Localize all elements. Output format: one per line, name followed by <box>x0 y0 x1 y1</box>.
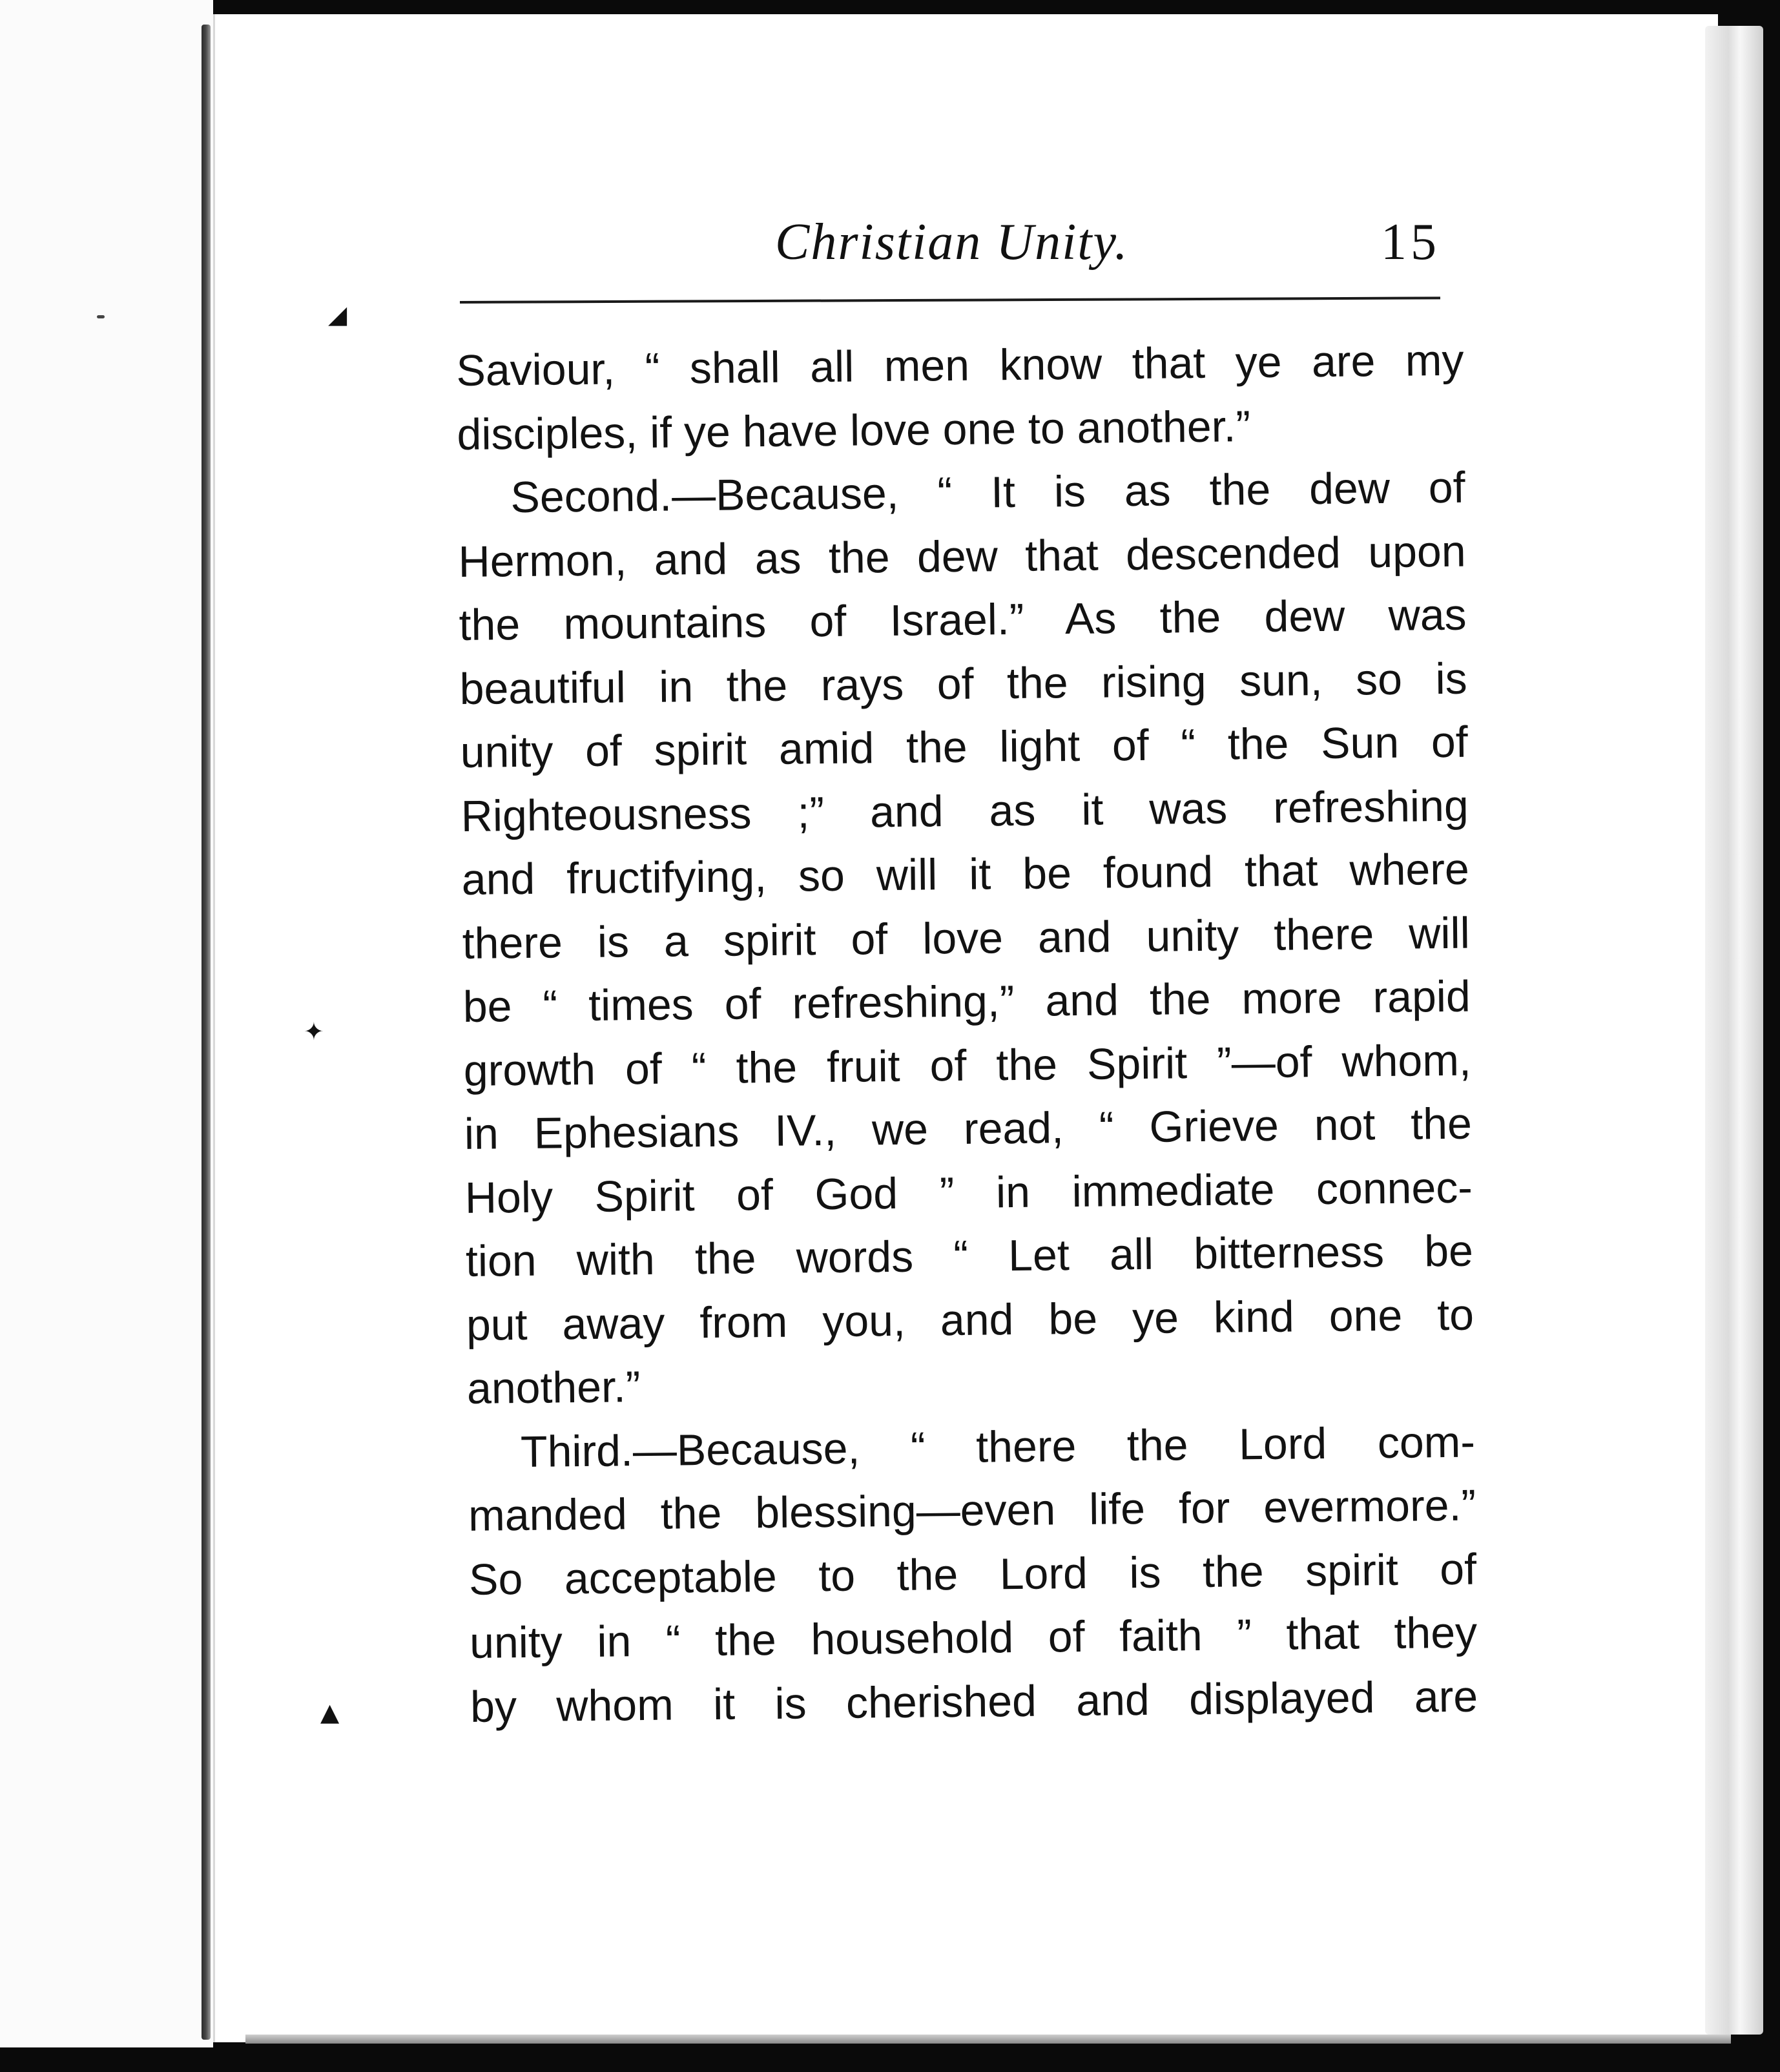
arrow-mark-icon: ✦ <box>304 1017 324 1046</box>
text-line: and fructifying, so will it be found that where <box>461 844 1470 904</box>
text-line: be “ times of refreshing,” and the more rapid <box>462 971 1471 1031</box>
text-line: Holy Spirit of God ” in immediate connec- <box>464 1163 1473 1223</box>
text-line: the mountains of Israel.” As the dew was <box>459 590 1467 650</box>
text-line: Second.—Because, “ It is as the dew of <box>510 462 1465 523</box>
text-line: Third.—Because, “ there the Lord com- <box>520 1417 1476 1476</box>
running-header <box>452 213 1440 284</box>
text-line: unity of spirit amid the light of “ the Sun of <box>460 717 1469 777</box>
text-line: Hermon, and as the dew that descended upon <box>458 526 1466 586</box>
body-text <box>456 329 1478 1739</box>
gutter-shadow <box>202 25 211 2040</box>
page-bottom-edge <box>245 2035 1731 2044</box>
arrow-mark-icon: ▲ <box>320 1698 340 1726</box>
text-line: tion with the words “ Let all bitterness be <box>465 1226 1474 1286</box>
text-line: growth of “ the fruit of the Spirit ”—of whom, <box>463 1035 1472 1095</box>
arrow-mark-icon: ◢ <box>328 300 347 329</box>
page-number: 15 <box>1381 214 1440 271</box>
page-edge-stack <box>1705 26 1763 2035</box>
text-line: in Ephesians IV., we read, “ Grieve not the <box>464 1099 1473 1159</box>
text-line: Righteousness ;” and as it was refreshing <box>461 781 1469 841</box>
text-line: put away from you, and be ye kind one to <box>466 1290 1475 1350</box>
text-line: beautiful in the rays of the rising sun, so is <box>459 654 1467 714</box>
running-title: Christian Unity. <box>775 214 1129 271</box>
text-line: another.” <box>466 1362 641 1413</box>
text-line: manded the blessing—even life for evermore.” <box>468 1480 1476 1540</box>
text-line: disciples, if ye have love one to another.” <box>457 401 1251 459</box>
facing-page <box>0 0 213 2047</box>
text-line: there is a spirit of love and unity there will <box>462 908 1471 968</box>
specks <box>97 315 105 318</box>
text-line: by whom it is cherished and displayed are <box>470 1672 1478 1732</box>
text-line: unity in “ the household of faith ” that they <box>469 1608 1478 1668</box>
text-line: So acceptable to the Lord is the spirit of <box>468 1544 1477 1604</box>
text-line: Saviour, “ shall all men know that ye are my <box>456 335 1464 395</box>
